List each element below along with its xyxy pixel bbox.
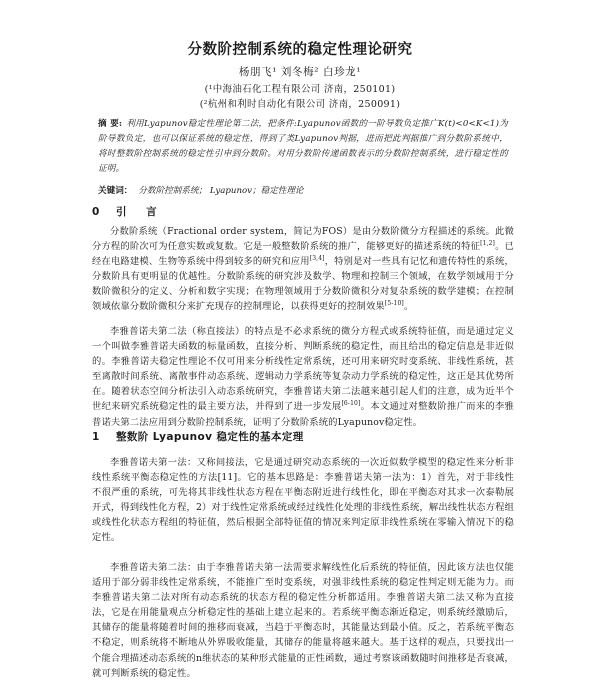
paper-title: 分数阶控制系统的稳定性理论研究 — [187, 42, 413, 58]
section-title: 整数阶 Lyapunov 稳定性的基本定理 — [116, 431, 304, 443]
paragraph-text: ，特别是对一些具有记忆和遗传特性的系统，分数阶具有更明显的优越性。分数阶系统的研究涉及数学、物理和控制三个领域，在数学领域用于分数阶微积分的定义、分析和数字实现；在物理领域用于分数阶微积分对复杂系统的数学建模；在控制领域依靠分数阶微积分来扩充现存的控制理论，以获得更好的控制效果 — [92, 256, 514, 313]
paragraph-intro-1 — [92, 224, 514, 315]
section-heading-introduction — [92, 204, 165, 219]
section-number: 1 — [92, 431, 100, 443]
paragraph-text: 李雅普诺夫第二法：由于李雅普诺夫第一法需要求解线性化后系统的特征值，因此该方法也仅能适用于部分弱非线性定常系统，不能推广至时变系统，对强非线性系统的稳定性判定则无能为力。而李雅普诺夫第二法对所有动态系统的状态方程的稳定性分析都适用。李雅普诺夫第二法又称为直接法，它是在用能量观点分析稳定性的基础上建立起来的。若系统平衡态渐近稳定，则系统经激励后，其储存的能量将随着时间的推移而衰减，当趋于平衡态时，其能量达到最小值。反之，若系统平衡态不稳定，则系统将不断地从外界吸收能量，其储存的能量将越来越大。基于这样的观点，只要找出一个能合理描述动态系统的n维状态的某种形式能量的正性函数，通过考察该函数随时间推移是否衰减，就可判断系统的稳定性。 — [92, 562, 514, 679]
keywords-label: 关键词： — [98, 186, 133, 196]
paragraph-text: 李雅普诺夫第二法（称直接法）的特点是不必求系统的微分方程式或系统特征值，而是通过定义一个叫做李雅普诺夫函数的标量函数，直接分析、判断系统的稳定性，而且给出的稳定信息是非近似的。李雅普诺夫稳定性理论不仅可用来分析线性定常系统，还可用来研究时变系统、非线性系统，甚至离散时间系统、离散事件动态系统、逻辑动力学系统等复杂动力学系统的稳定性，这正是其优势所在。随着状态空间分析法引入动态系统研究，李雅普诺夫第二法越来越引起人们的注意，成为近半个世纪来研究系统稳定性的最主要方法，并得到了进一步发展 — [92, 326, 514, 413]
citation: [5-10] — [384, 300, 404, 308]
affiliation-1: (¹中海油石化工程有限公司 济南，250101) — [204, 84, 396, 95]
paragraph-text: 。已经在电路建模、生物等系统中得到较多的研究和应用 — [92, 241, 514, 268]
section-number: 0 — [92, 206, 108, 218]
paragraph-intro-2 — [92, 324, 514, 430]
keywords-text: 分数阶控制系统； Lyapunov；稳定性理论 — [138, 186, 304, 196]
affiliation-2: (²杭州和利时自动化有限公司 济南，250091) — [199, 99, 401, 110]
paragraph-text: 分数阶系统（Fractional order system，简记为FOS）是由分数阶微分方程描述的系统。此微分方程的阶次可为任意实数或复数。它是一般整数阶系统的推广，能够更好的描述系统的特征 — [92, 226, 514, 253]
abstract-label: 摘 要: — [98, 119, 123, 129]
paragraph-first-method — [92, 455, 514, 546]
keywords — [98, 184, 508, 198]
paragraph-text: 。 — [403, 301, 414, 313]
citation: [3,4] — [309, 255, 325, 263]
author-list: 杨朋飞¹ 刘冬梅² 白珍龙¹ — [238, 66, 362, 78]
abstract — [98, 117, 508, 177]
paragraph-text: 。本文通过对整数阶推广而来的李雅普诺夫第二法应用到分数阶控制系统，证明了分数阶系统的Lyapunov稳定性。 — [92, 401, 514, 428]
section-title: 引 言 — [116, 206, 165, 218]
section-heading-lyapunov — [92, 429, 304, 444]
paragraph-second-method — [92, 560, 514, 681]
citation: [6-10] — [341, 400, 361, 408]
paragraph-text: 李雅普诺夫第一法：又称间接法，它是通过研究动态系统的一次近似数学模型的稳定性来分析非线性系统平衡态稳定性的方法[11]。它的基本思路是：李雅普诺夫第一法为：1）首先，对于非线性不很严重的系统，可先将其非线性状态方程在平衡态附近进行线性化，即在平衡态对其求一次泰勒展开式，得到线性化方程，2）对于线性定常系统或经过线性化处理的非线性系统，解出线性状态方程组或线性化状态方程组的特征值，然后根据全部特征值的情况来判定原非线性系统在零输入情况下的稳定性。 — [92, 457, 514, 544]
citation: [1,2] — [480, 240, 496, 247]
abstract-text: 利用Lyapunov稳定性理论第二法，把条件:Lyapunov函数的一阶导数负定推广K(t)<0<K<1)为阶导数负定，也可以保证系统的稳定性，得到了类Lyapunov判据，进而把此判据推广到分数阶系统中，将时整数阶控制系统的稳定性引申到分数阶。对用分数阶传递函数表示的分数阶控制系统，进行稳定性的证明。 — [98, 119, 508, 174]
